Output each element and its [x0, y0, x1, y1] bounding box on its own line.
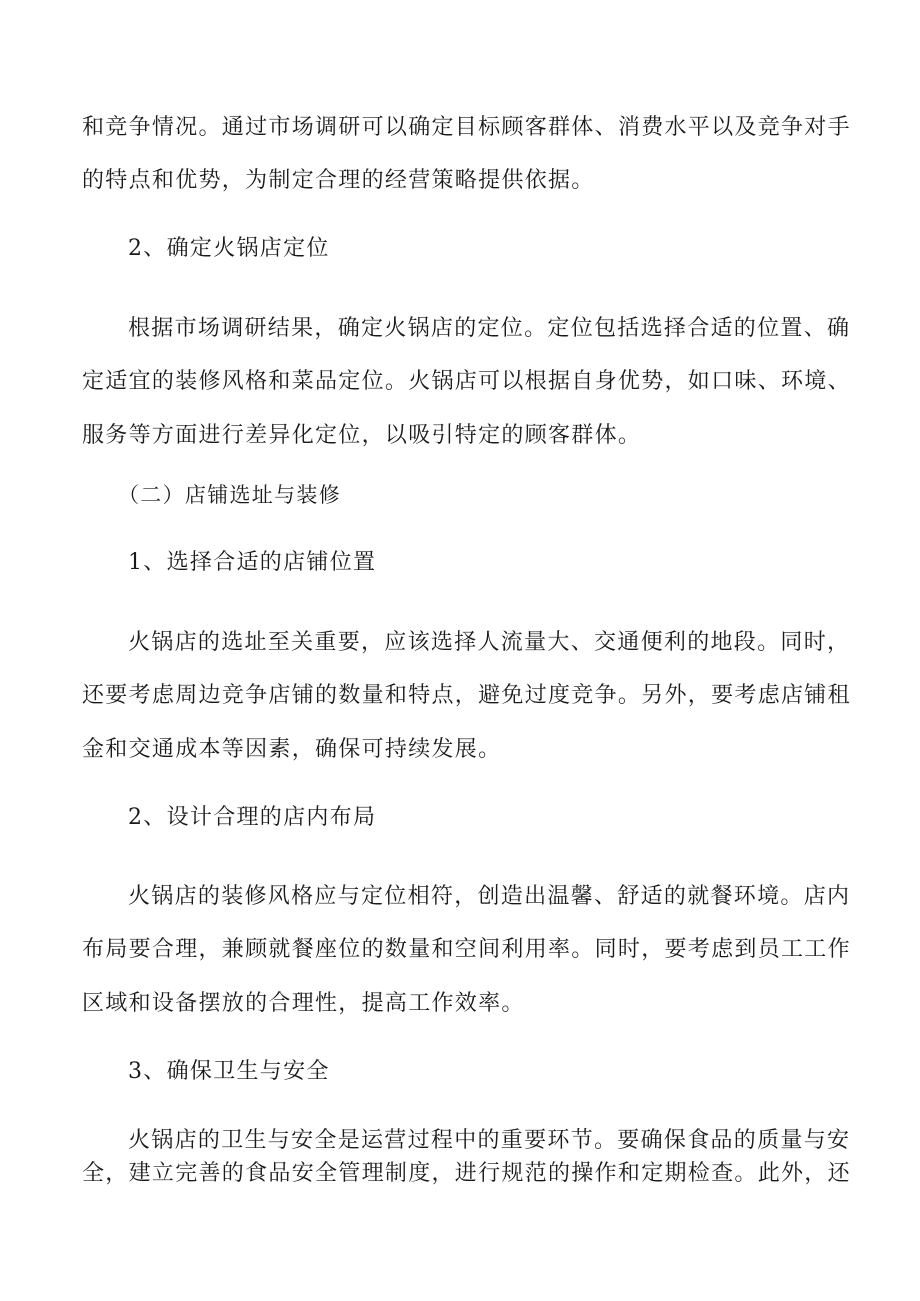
paragraph-line: 布局要合理，兼顾就餐座位的数量和空间利用率。同时，要考虑到员工工作 [82, 937, 851, 962]
paragraph-line: 还要考虑周边竞争店铺的数量和特点，避免过度竞争。另外，要考虑店铺租 [82, 683, 851, 708]
paragraph-line: 火锅店的选址至关重要，应该选择人流量大、交通便利的地段。同时， [128, 630, 851, 655]
paragraph-line: 全，建立完善的食品安全管理制度，进行规范的操作和定期检查。此外，还 [82, 1161, 851, 1186]
paragraph-line: 金和交通成本等因素，确保可持续发展。 [82, 737, 502, 762]
section-heading: （二）店铺选址与装修 [118, 483, 341, 507]
paragraph-line: 区域和设备摆放的合理性，提高工作效率。 [82, 991, 525, 1016]
paragraph-line: 火锅店的装修风格应与定位相符，创造出温馨、舒适的就餐环境。店内 [128, 884, 851, 909]
paragraph-line: 根据市场调研结果，确定火锅店的定位。定位包括选择合适的位置、确 [128, 316, 851, 341]
subheading-safety: 3、确保卫生与安全 [128, 1059, 330, 1084]
subheading-positioning: 2、确定火锅店定位 [128, 236, 330, 261]
paragraph-line: 的特点和优势，为制定合理的经营策略提供依据。 [82, 168, 595, 193]
paragraph-line: 服务等方面进行差异化定位，以吸引特定的顾客群体。 [82, 423, 642, 448]
subheading-location: 1、选择合适的店铺位置 [128, 550, 377, 575]
paragraph-line: 和竞争情况。通过市场调研可以确定目标顾客群体、消费水平以及竞争对手 [82, 115, 851, 140]
paragraph-line: 火锅店的卫生与安全是运营过程中的重要环节。要确保食品的质量与安 [128, 1128, 851, 1153]
paragraph-line: 定适宜的装修风格和菜品定位。火锅店可以根据自身优势，如口味、环境、 [82, 369, 851, 394]
subheading-layout: 2、设计合理的店内布局 [128, 805, 377, 830]
